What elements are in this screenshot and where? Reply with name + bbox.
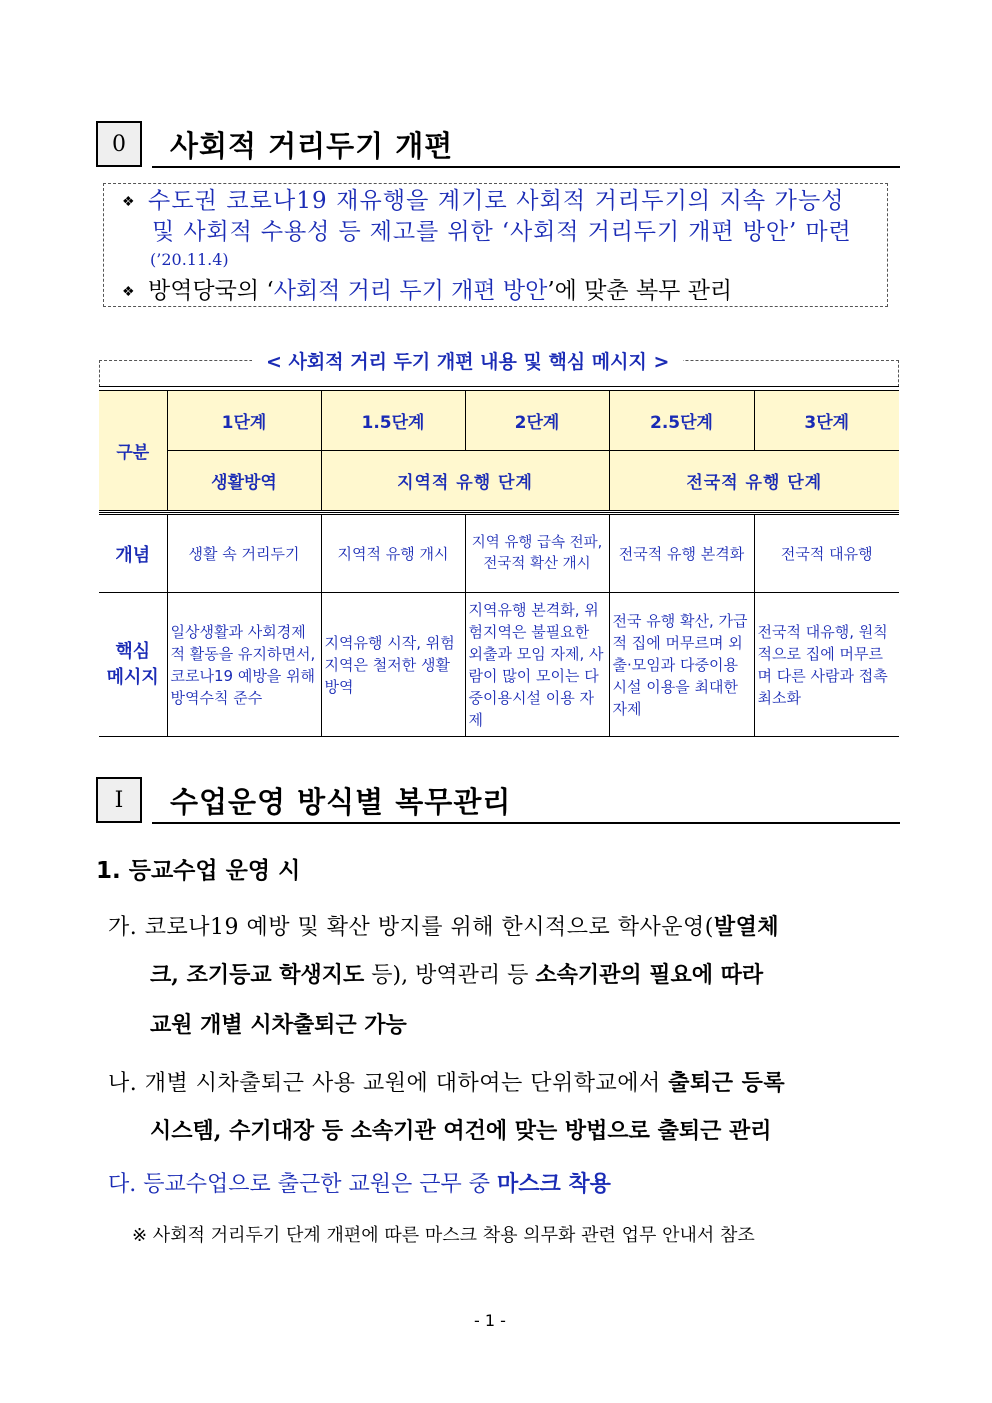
table-caption: < 사회적 거리 두기 개편 내용 및 핵심 메시지 > [252,347,683,374]
section-number-badge: 0 [96,121,142,167]
concept-row-label: 개념 [99,514,167,593]
stage-1: 1단계 [167,391,321,451]
message-row-label-line1: 핵심 [115,640,151,662]
paragraph-ga-line1: 가. 코로나19 예방 및 확산 방지를 위해 한시적으로 학사운영(발열체 [108,914,780,940]
paragraph-ga-line3: 교원 개별 시차출퇴근 가능 [150,1012,407,1038]
message-stage-2: 지역유행 본격화, 위험지역은 불필요한 외출과 모임 자제, 사람이 많이 모이는 다중이용시설 이용 자제 [465,593,609,737]
summary-date: (’20.11.4) [150,250,229,269]
paragraph-da: 다. 등교수업으로 출근한 교원은 근무 중 마스크 착용 [108,1171,611,1197]
message-stage-1: 일상생활과 사회경제적 활동을 유지하면서, 코로나19 예방을 위해 방역수칙 준수 [167,593,321,737]
section-underline [152,822,900,824]
message-stage-1-5: 지역유행 시작, 위험지역은 철저한 생활방역 [321,593,465,737]
message-row-label-line2: 메시지 [106,666,159,688]
summary-bullet-1-cont: 및 사회적 수용성 등 제고를 위한 ‘사회적 거리두기 개편 방안’ 마련 [152,219,852,245]
stage-2-5: 2.5단계 [609,391,754,451]
paragraph-na-line1: 나. 개별 시차출퇴근 사용 교원에 대하여는 단위학교에서 출퇴근 등록 [108,1070,786,1096]
concept-stage-1: 생활 속 거리두기 [167,514,321,593]
concept-stage-2: 지역 유행 급속 전파, 전국적 확산 개시 [465,514,609,593]
stage-1-5: 1.5단계 [321,391,465,451]
message-stage-2-5: 전국 유행 확산, 가급적 집에 머무르며 외출·모임과 다중이용시설 이용을 최대한 자제 [609,593,754,737]
table-caption-divider [99,386,899,387]
concept-stage-3: 전국적 대유행 [754,514,899,593]
phase-regional: 지역적 유행 단계 [321,451,609,511]
phase-national: 전국적 유행 단계 [609,451,899,511]
stage-header-table [99,390,899,511]
reference-note: ※ 사회적 거리두기 단계 개편에 따른 마스크 착용 의무화 관련 업무 안내서 참조 [132,1225,755,1246]
message-row-label [99,593,167,737]
section-title: 사회적 거리두기 개편 [170,129,454,163]
page-number: - 1 - [474,1311,506,1330]
phase-daily: 생활방역 [167,451,321,511]
table-corner-label: 구분 [99,391,167,511]
diamond-bullet-icon: ❖ [122,194,135,210]
section-number-badge: I [96,777,142,823]
paragraph-ga-line2: 크, 조기등교 학생지도 등), 방역관리 등 소속기관의 필요에 따라 [150,962,764,988]
section-underline [152,166,900,168]
subsection-heading: 1. 등교수업 운영 시 [96,858,301,884]
summary-bullet-1: ❖ 수도권 코로나19 재유행을 계기로 사회적 거리두기의 지속 가능성 [122,186,845,217]
stage-3: 3단계 [754,391,899,451]
section-title: 수업운영 방식별 복무관리 [170,785,512,819]
message-stage-3: 전국적 대유행, 원칙적으로 집에 머무르며 다른 사람과 접촉 최소화 [754,593,899,737]
concept-stage-1-5: 지역적 유행 개시 [321,514,465,593]
summary-bullet-2: ❖ 방역당국의 ‘사회적 거리 두기 개편 방안’에 맞춘 복무 관리 [122,276,732,307]
concept-stage-2-5: 전국적 유행 본격화 [609,514,754,593]
stage-body-table [99,512,899,737]
paragraph-na-line2: 시스템, 수기대장 등 소속기관 여건에 맞는 방법으로 출퇴근 관리 [150,1118,772,1144]
stage-2: 2단계 [465,391,609,451]
diamond-bullet-icon: ❖ [122,284,135,300]
